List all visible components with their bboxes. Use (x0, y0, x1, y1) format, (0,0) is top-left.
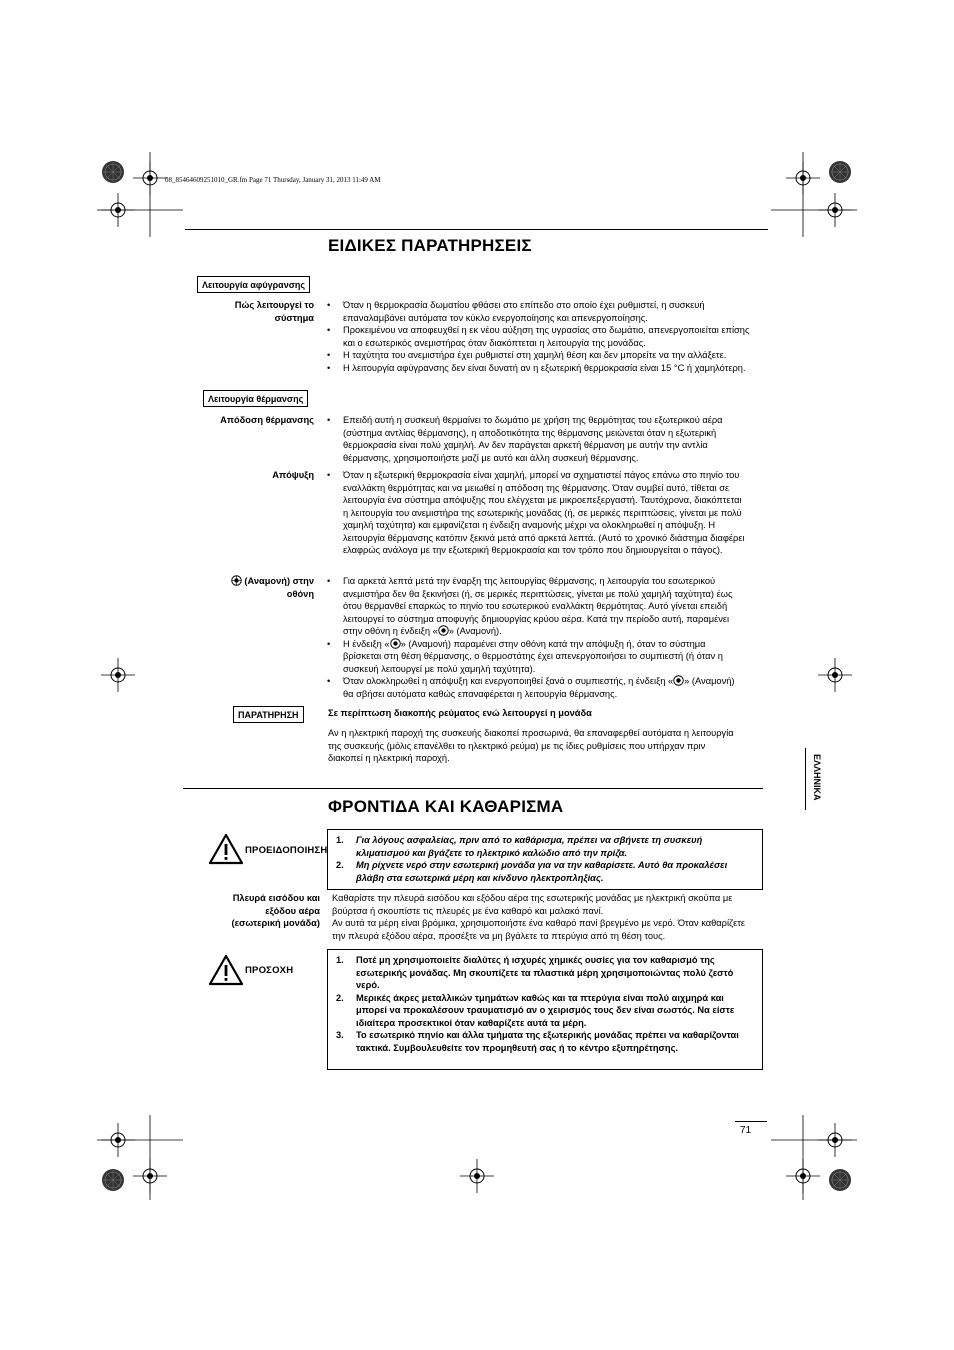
list-item: • Όταν ολοκληρωθεί η απόψυξη και ενεργοποιηθεί ξανά ο συμπιεστής, η ένδειξη « » (Αναμονή) θα σβήσει αυτόματα καθώς επαναφέρεται η λειτουργία θέρμανσης. (327, 675, 745, 700)
section-divider (183, 788, 763, 789)
caution-triangle-icon (208, 954, 244, 986)
list-item: • Επειδή αυτή η συσκευή θερμαίνει το δωμάτιο με χρήση της θερμότητας του εξωτερικού αέρα (σύστημα αντλίας θέρμανσης), η αποδοτικότητα της θέρμανσης μειώνεται όταν η εξωτερική θερμοκρασία είναι πολύ χαμηλή. Αν δεν παράγεται αρκετή θέρμανση με αυτήν την αντλία θέρμανσης, χρησιμοποιήστε μαζί με αυτό και άλλη συσκευή θέρμανσης. (327, 414, 745, 464)
defrost-label: Απόψυξη (272, 470, 314, 480)
heating-mode-label: Λειτουργία θέρμανσης (203, 390, 308, 407)
dehumidify-mode-label: Λειτουργία αφύγρανσης (197, 276, 310, 293)
note-text: Αν η ηλεκτρική παροχή της συσκευής διακοπεί προσωρινά, θα επαναφερθεί αυτόματα η λειτουργία της συσκευής (μόλις επανέλθει το ηλεκτρικό ρεύμα) με τις ίδιες ρυθμίσεις που υπήρχαν πριν διακοπεί η ηλεκτρική παροχή. (328, 728, 734, 763)
file-info-line: 08_85464609251010_GR.fm Page 71 Thursday, January 31, 2013 11:49 AM (165, 176, 381, 184)
section-title-care-cleaning: ΦΡΟΝΤΙΔΑ ΚΑΙ ΚΑΘΑΡΙΣΜΑ (328, 797, 564, 816)
air-grille-text: Καθαρίστε την πλευρά εισόδου και εξόδου αέρα της εσωτερικής μονάδας με ηλεκτρική σκούπα με βούρτσα ή σκουπίστε τις πλευρές με ένα καθαρό και μαλακό πανί. Αν αυτά τα μέρη είναι βρόμικα, χρησιμοποιήστε ένα καθαρό πανί βρεγμένο με νερό. Όταν καθαρίζετε την πλευρά εξόδου αέρα, προσέξτε να μη βγάλετε τα πτερύγια από τη θέση τους. (332, 893, 746, 941)
standby-icon (438, 625, 449, 636)
warning-box (327, 829, 763, 890)
page-number: 71 (740, 1125, 752, 1136)
note-label: ΠΑΡΑΤΗΡΗΣΗ (233, 706, 304, 723)
list-item: 1. Ποτέ μη χρησιμοποιείτε διαλύτες ή ισχυρές χημικές ουσίες για τον καθαρισμό της εσωτερικής μονάδας. Μη σκουπίζετε τα πλαστικά μέρη χρησιμοποιώντας πολύ ζεστό νερό. (336, 955, 734, 990)
warning-label: ΠΡΟΕΙΔΟΠΟΙΗΣΗ (245, 845, 328, 856)
list-item: • Η ταχύτητα του ανεμιστήρα έχει ρυθμιστεί στη χαμηλή θέση και δεν μπορείτε να την αλλάξετε. (327, 349, 763, 362)
list-item: • Η λειτουργία αφύγρανσης δεν είναι δυνατή αν η εξωτερική θερμοκρασία είναι 15 °C ή χαμηλότερη. (327, 362, 763, 375)
list-item: 2. Μερικές άκρες μεταλλικών τμημάτων καθώς και τα πτερύγια είναι πολύ αιχμηρά και μπορεί να προκαλέσουν τραυματισμό αν ο χειρισμός τους δεν είναι σωστός. Να είστε ιδιαίτερα προσεκτικοί όταν καθαρίζετε αυτά τα μέρη. (336, 992, 735, 1028)
list-item: 1. Για λόγους ασφαλείας, πριν από το καθάρισμα, πρέπει να σβήνετε τη συσκευή κλιματισμού και βγάζετε το ηλεκτρικό καλώδιο από την πρίζα. (336, 835, 703, 858)
standby-icon (231, 575, 242, 586)
dehumidify-notes-list (327, 299, 763, 374)
section-divider (185, 229, 768, 230)
caution-label: ΠΡΟΣΟΧΗ (245, 965, 294, 976)
warning-triangle-icon (208, 833, 244, 865)
air-grille-label: Πλευρά εισόδου και εξόδου αέρα (εσωτερική μονάδα) (231, 893, 320, 928)
heating-performance-label: Απόδοση θέρμανσης (220, 415, 314, 425)
list-item: • Η ένδειξη « » (Αναμονή) παραμένει στην οθόνη κατά την απόψυξη ή, όταν το σύστημα βρίσκεται στη θέση θέρμανσης, ο θερμοστάτης έχει απενεργοποιήσει το συμπιεστή (ή όταν η συσκευή λειτουργεί με πολύ χαμηλή ταχύτητα). (327, 638, 745, 676)
standby-display-label: (Αναμονή) στην οθόνη (180, 575, 314, 600)
standby-list (327, 575, 745, 700)
list-item: • Για αρκετά λεπτά μετά την έναρξη της λειτουργίας θέρμανσης, η λειτουργία του εσωτερικού ανεμιστήρα δεν θα ξεκινήσει (ή, σε μερικές περιπτώσεις, γίνεται με πολύ χαμηλή ταχύτητα) έως ότου θερμανθεί επαρκώς το πηνίο του εσωτερικού εναλλάκτη θερμότητας. Αυτό γίνεται επειδή λειτουργεί το σύστημα αποφυγής δημιουργίας κρύου αέρα. Κατά την περίοδο αυτή, παραμένει στην οθόνη η ένδειξη « » (Αναμονή). (327, 575, 745, 638)
caution-box (327, 949, 763, 1070)
defrost-list (327, 469, 745, 557)
list-item: • Όταν η εξωτερική θερμοκρασία είναι χαμηλή, μπορεί να σχηματιστεί πάγος επάνω στο πηνίο του εναλλάκτη θερμότητας και να μειωθεί η απόδοση της θέρμανσης. Όταν συμβεί αυτό, τίθεται σε λειτουργία ένα σύστημα απόψυξης που ελέγχεται με μικροεπεξεργαστή. Ταυτόχρονα, διακόπτεται η λειτουργία του ανεμιστήρα της εσωτερικής μονάδας (ή, σε μερικές περιπτώσεις, γίνεται με πολύ χαμηλή ταχύτητα) και εμφανίζεται η ένδειξη αναμονής μέχρι να ολοκληρωθεί η απόψυξη. Η λειτουργία θέρμανσης κατόπιν ξεκινά μετά από αρκετά λεπτά. (Αυτό το χρονικό διάστημα διαφέρει ελαφρώς ανάλογα με την εξωτερική θερμοκρασία και τον τρόπο που δημιουργείται ο πάγος). (327, 469, 745, 557)
list-item: • Προκειμένου να αποφευχθεί η εκ νέου αύξηση της υγρασίας στο δωμάτιο, απενεργοποιείται επίσης και ο εσωτερικός ανεμιστήρας όταν διακόπτεται η λειτουργία της μονάδας. (327, 324, 763, 349)
standby-icon (390, 638, 401, 649)
list-item: 3. Το εσωτερικό πηνίο και άλλα τμήματα της εξωτερικής μονάδας πρέπει να καθαρίζονται τακτικά. Συμβουλευθείτε τον προμηθευτή σας ή το κέντρο εξυπηρέτησης. (336, 1030, 739, 1053)
list-item: • Όταν η θερμοκρασία δωματίου φθάσει στο επίπεδο στο οποίο έχει ρυθμιστεί, η συσκευή επαναλαμβάνει αυτόματα τον κύκλο ενεργοποίησης και απενεργοποίησης. (327, 299, 763, 324)
note-title: Σε περίπτωση διακοπής ρεύματος ενώ λειτουργεί η μονάδα (328, 708, 592, 718)
how-it-works-label: Πώς λειτουργεί το σύστημα (234, 300, 314, 323)
page-number-rule (735, 1121, 767, 1122)
standby-icon (673, 675, 684, 686)
side-tab-divider (805, 748, 806, 810)
list-item: 2. Μη ρίχνετε νερό στην εσωτερική μονάδα για να την καθαρίσετε. Αυτό θα προκαλέσει βλάβη στα εσωτερικά μέρη και κίνδυνο ηλεκτροπληξίας. (336, 860, 728, 883)
heating-performance-list (327, 414, 745, 464)
language-tab: ΕΛΛΗΝΙΚΑ (812, 754, 822, 801)
section-title-special-remarks: ΕΙΔΙΚΕΣ ΠΑΡΑΤΗΡΗΣΕΙΣ (328, 236, 532, 255)
